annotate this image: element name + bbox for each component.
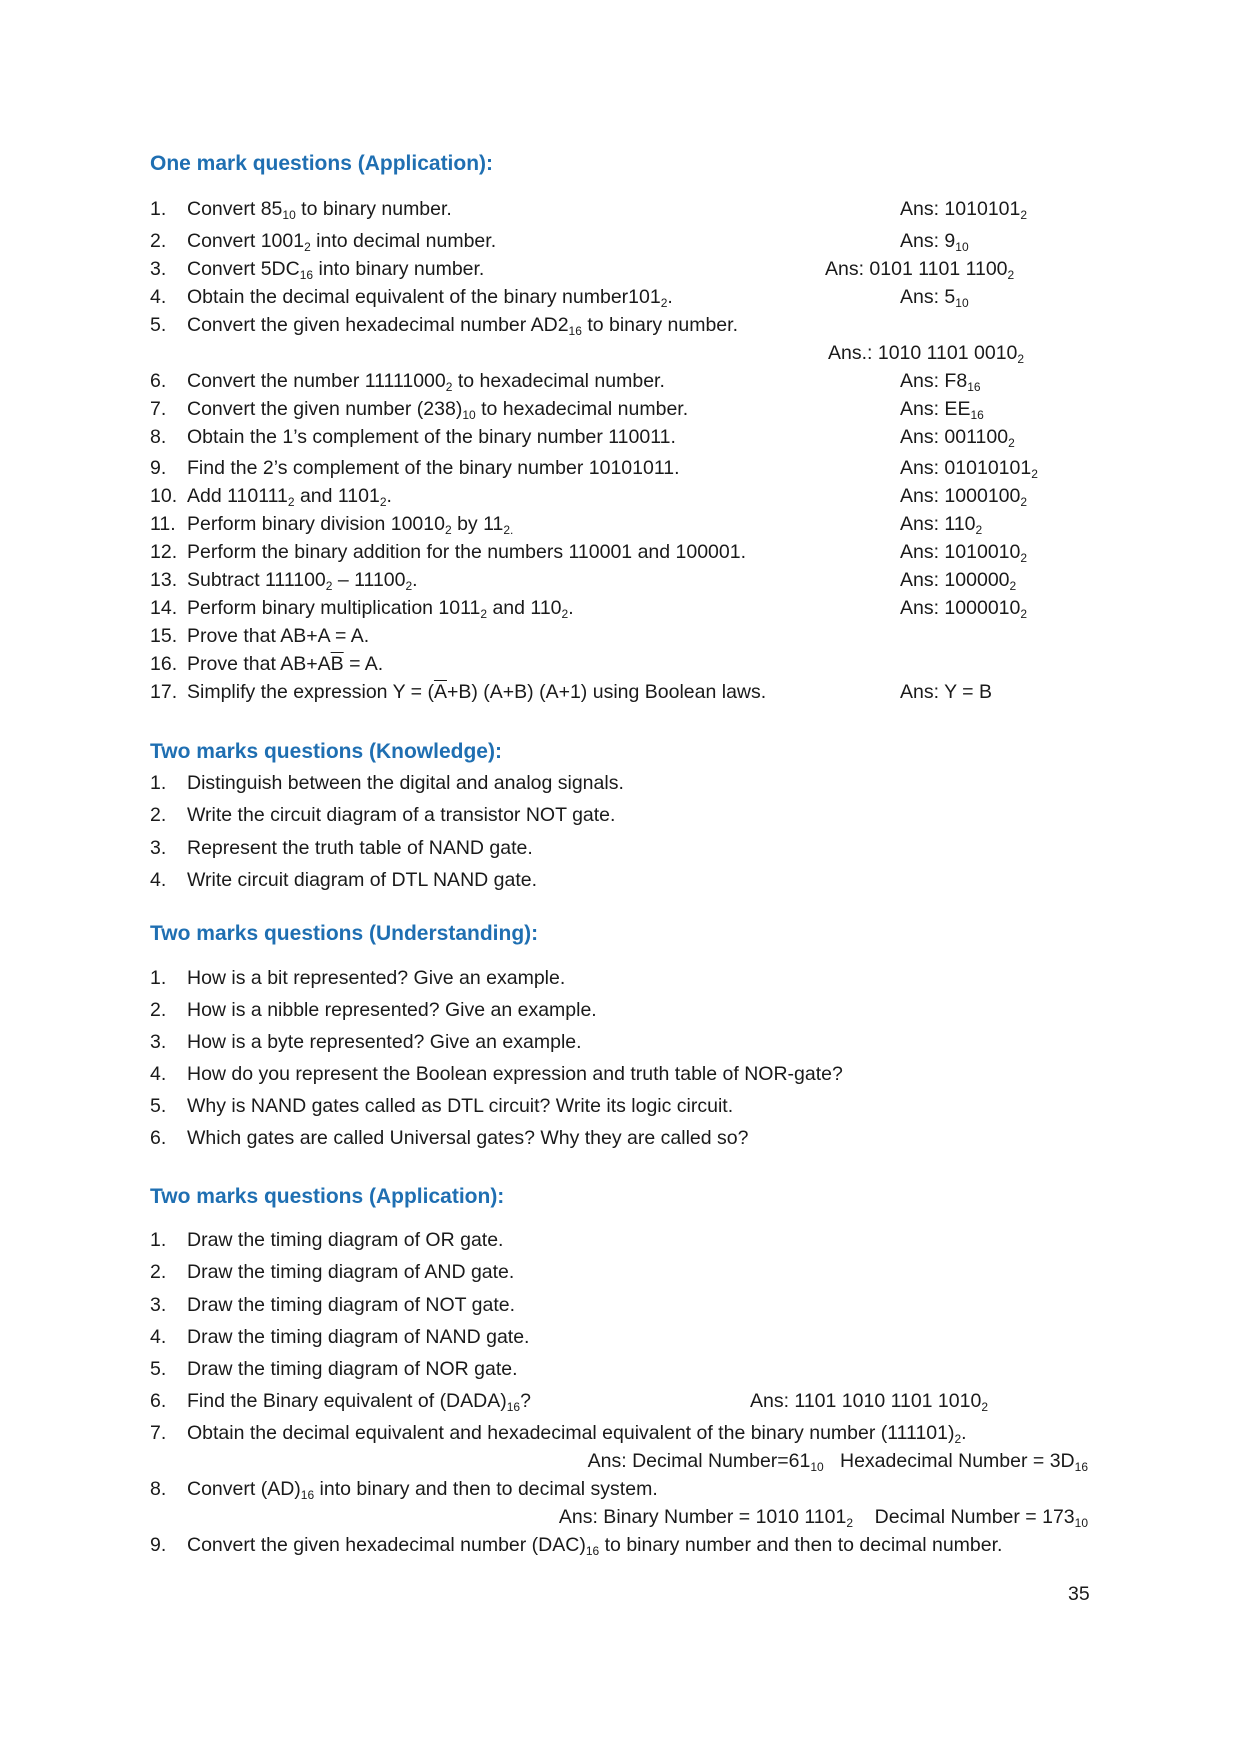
question-item: 9. Find the 2’s complement of the binary number 10101011.	[150, 457, 680, 479]
overline-variable: $\overline{B}$	[330, 653, 344, 675]
answer-text: Ans: $F8_{16}$	[900, 370, 981, 394]
question-item: 3. Draw the timing diagram of NOT gate.	[150, 1294, 516, 1316]
section-heading-two-marks-knowledge: Two marks questions (Knowledge):	[150, 740, 502, 763]
answer-text: Ans: $5_{10}$	[900, 286, 969, 310]
section-heading-two-marks-understanding: Two marks questions (Understanding):	[150, 922, 539, 945]
answer-text: Ans: $1000010_2$	[900, 597, 1028, 621]
overline-variable: $\overline{A}$	[433, 681, 447, 703]
question-item: 6. Which gates are called Universal gates? Why they are called so?	[150, 1127, 749, 1149]
question-item: 7. Convert the given number $(238)_{10}$ to hexadecimal number.	[150, 398, 689, 422]
question-item: 4. How do you represent the Boolean expression and truth table of NOR-gate?	[150, 1063, 843, 1085]
question-item: 3. How is a byte represented? Give an example.	[150, 1031, 582, 1053]
question-item: 17. Simplify the expression $Y = (\overline{A}+B)$ (A+B) (A+1) using Boolean laws.	[150, 681, 767, 703]
question-item: 1. Distinguish between the digital and analog signals.	[150, 772, 624, 794]
question-item: 15. Prove that AB+A = A.	[150, 625, 370, 647]
answer-text: Ans: 1101 1010 1101 $1010_2$	[750, 1390, 989, 1414]
answer-text: Ans: Y = B	[900, 681, 992, 703]
answer-text: Ans: $001100_2$	[900, 426, 1015, 450]
question-item: 9. Convert the given hexadecimal number $(DAC)_{16}$ to binary number and then to decimal number.	[150, 1534, 1003, 1558]
question-item: 4. Draw the timing diagram of NAND gate.	[150, 1326, 530, 1348]
answer-text: Ans.: 1010 1101 $0010_2$	[828, 342, 1025, 366]
question-item: 7. Obtain the decimal equivalent and hexadecimal equivalent of the binary number $(111101)_2$.	[150, 1422, 967, 1446]
answer-text: Ans: Binary Number = 1010 $1101_2$ Decimal Number = $173_{10}$	[558, 1506, 1088, 1530]
question-item: 13. Subtract $111100_2 - 11100_2$.	[150, 569, 418, 593]
question-item: 16. Prove that $AB+A\overline{B} = A$.	[150, 653, 384, 675]
question-item: 6. Convert the number $11111000_2$ to hexadecimal number.	[150, 370, 665, 394]
question-item: 6. Find the Binary equivalent of $(DADA)_{16}$?	[150, 1390, 531, 1414]
question-item: 4. Obtain the decimal equivalent of the binary $number101_2$.	[150, 286, 673, 310]
page-number: 35	[1068, 1583, 1090, 1605]
question-item: 1. Convert $85_{10}$ to binary number.	[150, 198, 452, 222]
answer-text: Ans: $9_{10}$	[900, 230, 969, 254]
answer-text: Ans: $1000100_2$	[900, 485, 1028, 509]
answer-text: Ans: Decimal $Number=61_{10}$ Hexadecimal Number = $3D_{16}$	[587, 1450, 1088, 1474]
answer-text: Ans: $01010101_2$	[900, 457, 1038, 481]
question-item: 5. Draw the timing diagram of NOR gate.	[150, 1358, 518, 1380]
answer-text: Ans: $110_2$	[900, 513, 983, 537]
question-item: 8. Obtain the 1’s complement of the binary number 110011.	[150, 426, 676, 448]
question-item: 1. Draw the timing diagram of OR gate.	[150, 1229, 504, 1251]
answer-text: Ans: $100000_2$	[900, 569, 1017, 593]
question-item: 5. Convert the given hexadecimal number $AD2_{16}$ to binary number.	[150, 314, 738, 338]
answer-text: Ans: 0101 1101 $1100_2$	[825, 258, 1015, 282]
question-item: 3. Convert $5DC_{16}$ into binary number.	[150, 258, 485, 282]
question-item: 2. Draw the timing diagram of AND gate.	[150, 1261, 515, 1283]
question-item: 8. Convert $(AD)_{16}$ into binary and then to decimal system.	[150, 1478, 658, 1502]
question-item: 5. Why is NAND gates called as DTL circuit? Write its logic circuit.	[150, 1095, 734, 1117]
question-item: 3. Represent the truth table of NAND gate.	[150, 837, 533, 859]
question-item: 2. Write the circuit diagram of a transistor NOT gate.	[150, 804, 616, 826]
question-item: 2. Convert $1001_2$ into decimal number.	[150, 230, 497, 254]
question-item: 10. Add $110111_2$ and $1101_2$.	[150, 485, 392, 509]
answer-text: Ans: $EE_{16}$	[900, 398, 984, 422]
answer-text: Ans: $1010010_2$	[900, 541, 1028, 565]
question-item: 1. How is a bit represented? Give an example.	[150, 967, 566, 989]
section-heading-two-marks-application: Two marks questions (Application):	[150, 1185, 505, 1208]
answer-text: Ans: $1010101_2$	[900, 198, 1028, 222]
question-item: 14. Perform binary multiplication $1011_2$ and $110_2$.	[150, 597, 574, 621]
question-item: 4. Write circuit diagram of DTL NAND gate.	[150, 869, 538, 891]
question-item: 11. Perform binary division $10010_2$ by $11_{2.}$	[150, 513, 514, 537]
section-heading-one-mark-application: One mark questions (Application):	[150, 152, 494, 175]
question-item: 2. How is a nibble represented? Give an example.	[150, 999, 597, 1021]
question-item: 12. Perform the binary addition for the numbers 110001 and 100001.	[150, 541, 747, 563]
